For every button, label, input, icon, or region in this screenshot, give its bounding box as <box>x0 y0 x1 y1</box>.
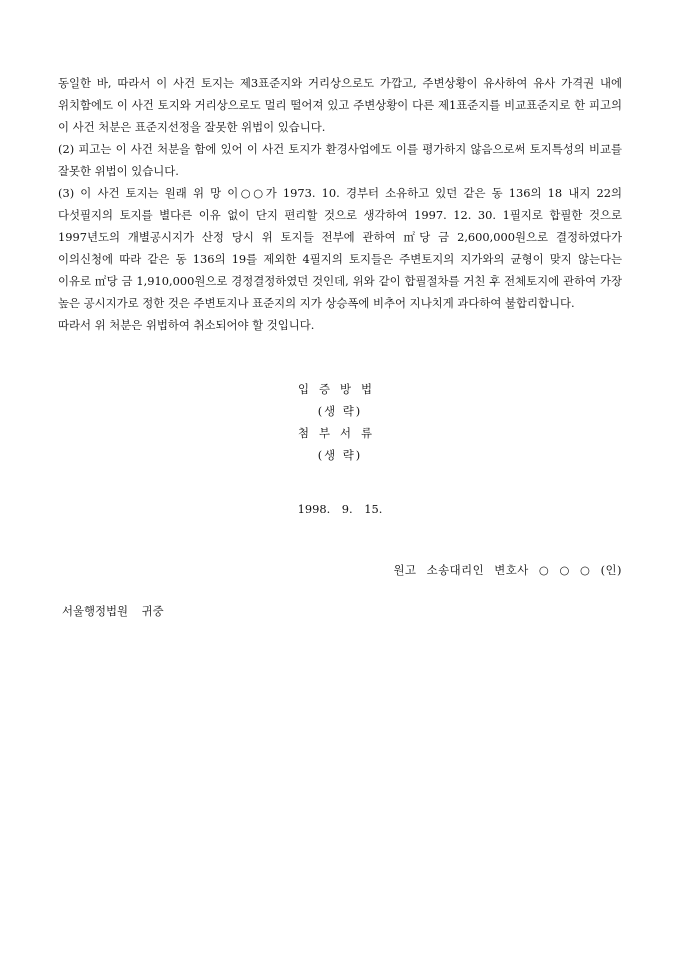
court-addressee: 서울행정법원 귀중 <box>62 604 164 618</box>
paragraph-2: (2) 피고는 이 사건 처분을 함에 있어 이 사건 토지가 환경사업에도 이를 평가하지 않음으로써 토지특성의 비교를 잘못한 위법이 있습니다. <box>58 142 622 178</box>
paragraph-1: 동일한 바, 따라서 이 사건 토지는 제3표준지와 거리상으로도 가깝고, 주변상황이 유사하여 유사 가격권 내에 위치함에도 이 사건 토지와 거리상으로도 멀리 떨어져 있고 주변상황이 다른 제1표준지를 비교표준지로 한 피고의 이 사건 처분은 표준지선정을 잘못한 위법이 있습니다. <box>58 76 622 134</box>
paragraph-3: (3) 이 사건 토지는 원래 위 망 이○○가 1973. 10. 경부터 소유하고 있던 같은 동 136의 18 내지 22의 다섯필지의 토지를 별다른 이유 없이 단지 편리할 것으로 생각하여 1997. 12. 30. 1필지로 합필한 것으로 1997년도의 개별공시지가 산정 당시 위 토지들 전부에 관하여 ㎡당 금 2,600,000원으로 결정하였다가 이의신청에 따라 같은 동 136의 19를 제외한 4필지의 토지들은 주변토지의 지가와의 균형이 맞지 않는다는 이유로 ㎡당 금 1,910,000원으로 경정결정하였던 것인데, 위와 같이 합필절차를 거친 후 전체토지에 관하여 가장 높은 공시지가로 정한 것은 주변토지나 표준지의 지가 상승폭에 비추어 지나치게 과다하여 불합리합니다. <box>58 186 622 310</box>
paragraph-4: 따라서 위 처분은 위법하여 취소되어야 할 것입니다. <box>58 318 315 332</box>
attachments-note: (생 략) <box>317 448 363 462</box>
document-body <box>58 72 622 336</box>
document-date: 1998. 9. 15. <box>297 502 383 516</box>
attachments-heading: 첨부서류 <box>297 426 382 440</box>
evidence-heading: 입증방법 <box>297 382 382 396</box>
signature-line: 원고 소송대리인 변호사 ○ ○ ○ (인) <box>393 563 622 577</box>
evidence-note: (생 략) <box>317 404 363 418</box>
